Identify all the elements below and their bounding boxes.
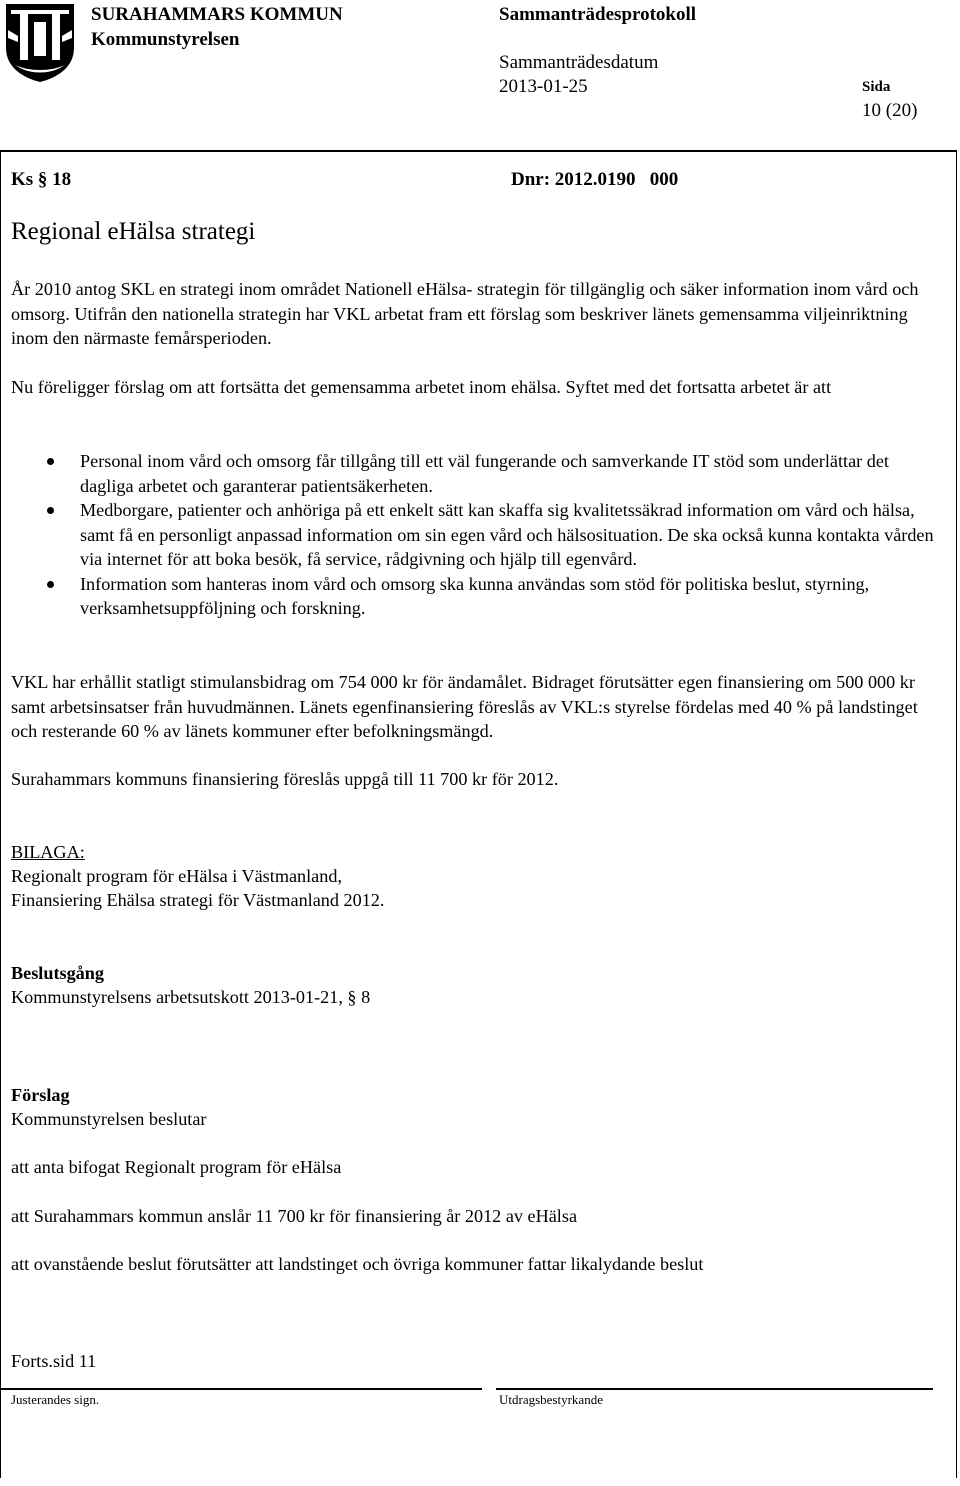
list-item-text: Medborgare, patienter och anhöriga på ett enkelt sätt kan skaffa sig kvalitetssäkrad information om vård och hälsa, samt få en personligt anpassad information om sin egen vård och hälsosituation. De ska också kunna kontakta vården via internet för att boka besök, få service, rådgivning och hjälp till egenvård. — [80, 500, 934, 569]
meeting-date-value: 2013-01-25 — [499, 76, 588, 97]
attachment-label: BILAGA: — [11, 842, 85, 862]
paragraph-proposal-intro: Nu föreligger förslag om att fortsätta det gemensamma arbetet inom ehälsa. Syftet med det fortsatta arbetet är att — [11, 377, 832, 397]
purpose-list — [11, 449, 946, 621]
list-item — [11, 449, 946, 498]
bullet-icon — [47, 458, 54, 465]
attachment-item: Finansiering Ehälsa strategi för Västmanland 2012. — [11, 890, 385, 910]
procedure-heading: Beslutsgång — [11, 963, 104, 983]
certification-line — [496, 1388, 933, 1390]
org-unit: Kommunstyrelsen — [91, 29, 240, 50]
proposal-item: att ovanstående beslut förutsätter att landstinget och övriga kommuner fattar likalydande beslut — [11, 1254, 704, 1274]
page-number: 10 (20) — [862, 100, 918, 121]
list-item — [11, 498, 946, 572]
proposal-heading: Förslag — [11, 1085, 70, 1105]
attachment-item: Regionalt program för eHälsa i Västmanland, — [11, 866, 342, 886]
paragraph-background: År 2010 antog SKL en strategi inom området Nationell eHälsa- strategin för tillgänglig och säker information inom vård och omsorg. Utifrån den nationella strategin har VKL arbetat fram ett förslag som beskriver länets gemensamma viljeinriktning inom den närmaste femårsperioden. — [11, 279, 919, 348]
page-label: Sida — [862, 79, 891, 95]
bullet-icon — [47, 507, 54, 514]
procedure-text: Kommunstyrelsens arbetsutskott 2013-01-21, § 8 — [11, 987, 371, 1007]
proposal-intro: Kommunstyrelsen beslutar — [11, 1109, 207, 1129]
org-name: SURAHAMMARS KOMMUN — [91, 4, 343, 25]
municipal-coat-of-arms-icon — [4, 2, 76, 84]
case-title: Regional eHälsa strategi — [11, 218, 256, 245]
signature-line — [0, 1388, 482, 1390]
bullet-icon — [47, 581, 54, 588]
list-item-text: Personal inom vård och omsorg får tillgång till ett väl fungerande och samverkande IT stöd som underlättar det dagliga arbetet och garanterar patientsäkerheten. — [80, 451, 889, 496]
list-item — [11, 572, 946, 621]
paragraph-financing: VKL har erhållit statligt stimulansbidrag om 754 000 kr för ändamålet. Bidraget förutsätter egen finansiering om 500 000 kr samt arbetsinsatser från huvudmännen. Länets egenfinansiering föreslås av VKL:s styrelse fördelas med 40 % på landstinget och resterande 60 % av länets kommuner efter befolkningsmängd. — [11, 672, 918, 741]
meeting-date-label: Sammanträdesdatum — [499, 52, 659, 73]
extract-certification-label: Utdragsbestyrkande — [499, 1392, 603, 1407]
continuation-note: Forts.sid 11 — [11, 1351, 97, 1371]
case-id: Ks § 18 — [11, 169, 72, 190]
document-type: Sammanträdesprotokoll — [499, 4, 697, 25]
paragraph-municipal-share: Surahammars kommuns finansiering föreslås uppgå till 11 700 kr för 2012. — [11, 769, 559, 789]
proposal-item: att Surahammars kommun anslår 11 700 kr för finansiering år 2012 av eHälsa — [11, 1206, 578, 1226]
list-item-text: Information som hanteras inom vård och omsorg ska kunna användas som stöd för politiska beslut, styrning, verksamhetsuppföljning och forskning. — [80, 573, 870, 618]
adjuster-signature-label: Justerandes sign. — [11, 1392, 100, 1407]
proposal-item: att anta bifogat Regionalt program för eHälsa — [11, 1157, 342, 1177]
case-dnr: Dnr: 2012.0190 000 — [511, 169, 679, 190]
